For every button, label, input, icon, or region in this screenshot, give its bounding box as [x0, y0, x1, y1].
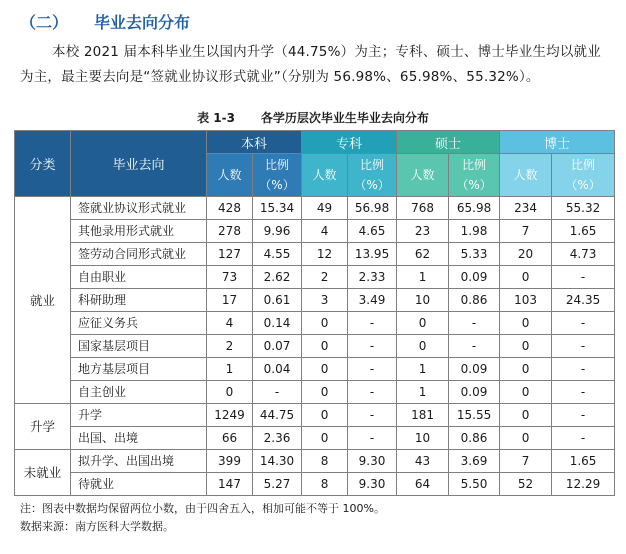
header-ratio	[253, 154, 302, 197]
count-cell: 8	[302, 473, 348, 496]
table-row	[15, 358, 615, 381]
ratio-cell: 4.65	[348, 220, 397, 243]
summary-paragraph: 本校 2021 届本科毕业生以国内升学（44.75%）为主；专科、硕士、博士毕业生均以就业为主，最主要去向是“签就业协议形式就业”（分别为 56.98%、65.98%、55.32%）。	[20, 44, 601, 85]
header-count: 人数	[500, 154, 552, 197]
ratio-cell: 0.61	[253, 289, 302, 312]
ratio-cell: -	[552, 358, 615, 381]
destination-cell: 签劳动合同形式就业	[71, 243, 207, 266]
count-cell: 0	[500, 266, 552, 289]
table-row	[15, 312, 615, 335]
destination-cell: 其他录用形式就业	[71, 220, 207, 243]
count-cell: 768	[397, 197, 449, 220]
header-ratio-unit: （%）	[456, 178, 492, 192]
ratio-cell: 0.86	[449, 289, 500, 312]
header-category: 分类	[15, 131, 71, 197]
ratio-cell: 0.86	[449, 427, 500, 450]
ratio-cell: 9.30	[348, 450, 397, 473]
data-source: 数据来源：南方医科大学数据。	[20, 520, 174, 533]
count-cell: 10	[397, 427, 449, 450]
table-row	[15, 220, 615, 243]
table-row	[15, 289, 615, 312]
ratio-cell: -	[552, 381, 615, 404]
header-level-boshi: 博士	[500, 131, 615, 154]
count-cell: 181	[397, 404, 449, 427]
header-ratio	[449, 154, 500, 197]
count-cell: 17	[207, 289, 253, 312]
group-label: 就业	[15, 197, 71, 404]
ratio-cell: 24.35	[552, 289, 615, 312]
ratio-cell: -	[348, 358, 397, 381]
ratio-cell: 4.55	[253, 243, 302, 266]
ratio-cell: -	[348, 335, 397, 358]
count-cell: 1249	[207, 404, 253, 427]
destination-table	[14, 130, 615, 496]
header-level-shuoshi: 硕士	[397, 131, 500, 154]
table-row	[15, 381, 615, 404]
destination-cell: 出国、出境	[71, 427, 207, 450]
header-ratio-unit: （%）	[354, 178, 390, 192]
section-title: 毕业去向分布	[94, 13, 191, 32]
ratio-cell: 1.65	[552, 220, 615, 243]
destination-cell: 待就业	[71, 473, 207, 496]
group-label: 未就业	[15, 450, 71, 496]
destination-cell: 签就业协议形式就业	[71, 197, 207, 220]
ratio-cell: -	[348, 381, 397, 404]
ratio-cell: -	[552, 266, 615, 289]
ratio-cell: 15.34	[253, 197, 302, 220]
table-body	[15, 197, 615, 496]
count-cell: 66	[207, 427, 253, 450]
count-cell: 428	[207, 197, 253, 220]
table-row	[15, 335, 615, 358]
ratio-cell: 55.32	[552, 197, 615, 220]
table-notes	[20, 500, 385, 536]
count-cell: 0	[397, 312, 449, 335]
count-cell: 49	[302, 197, 348, 220]
count-cell: 2	[302, 266, 348, 289]
table-caption-title: 各学历层次毕业生毕业去向分布	[260, 111, 429, 125]
table-row	[15, 473, 615, 496]
ratio-cell: 56.98	[348, 197, 397, 220]
count-cell: 0	[397, 335, 449, 358]
ratio-cell: 3.69	[449, 450, 500, 473]
count-cell: 0	[500, 404, 552, 427]
ratio-cell: 0.14	[253, 312, 302, 335]
count-cell: 1	[207, 358, 253, 381]
ratio-cell: 0.09	[449, 358, 500, 381]
count-cell: 4	[302, 220, 348, 243]
count-cell: 0	[500, 358, 552, 381]
count-cell: 12	[302, 243, 348, 266]
count-cell: 103	[500, 289, 552, 312]
table-row	[15, 243, 615, 266]
count-cell: 0	[500, 381, 552, 404]
count-cell: 0	[302, 335, 348, 358]
count-cell: 1	[397, 358, 449, 381]
table-row	[15, 450, 615, 473]
count-cell: 0	[207, 381, 253, 404]
count-cell: 23	[397, 220, 449, 243]
header-level-zhuanke: 专科	[302, 131, 397, 154]
count-cell: 0	[302, 381, 348, 404]
header-ratio-unit: （%）	[259, 178, 295, 192]
group-label: 升学	[15, 404, 71, 450]
ratio-cell: 5.50	[449, 473, 500, 496]
count-cell: 64	[397, 473, 449, 496]
destination-cell: 地方基层项目	[71, 358, 207, 381]
count-cell: 3	[302, 289, 348, 312]
ratio-cell: 2.36	[253, 427, 302, 450]
count-cell: 0	[500, 335, 552, 358]
section-number: （二）	[20, 13, 69, 32]
ratio-cell: 14.30	[253, 450, 302, 473]
count-cell: 62	[397, 243, 449, 266]
count-cell: 7	[500, 450, 552, 473]
ratio-cell: 1.65	[552, 450, 615, 473]
ratio-cell: 12.29	[552, 473, 615, 496]
ratio-cell: -	[552, 404, 615, 427]
count-cell: 4	[207, 312, 253, 335]
ratio-cell: 2.62	[253, 266, 302, 289]
count-cell: 73	[207, 266, 253, 289]
count-cell: 0	[500, 427, 552, 450]
ratio-cell: 15.55	[449, 404, 500, 427]
ratio-cell: -	[348, 312, 397, 335]
header-level-benke: 本科	[207, 131, 302, 154]
count-cell: 0	[500, 312, 552, 335]
table-caption-id: 表 1-3	[197, 111, 235, 125]
destination-cell: 科研助理	[71, 289, 207, 312]
ratio-cell: 0.07	[253, 335, 302, 358]
section-heading	[20, 10, 190, 33]
header-destination: 毕业去向	[71, 131, 207, 197]
ratio-cell: 65.98	[449, 197, 500, 220]
ratio-cell: 9.30	[348, 473, 397, 496]
count-cell: 0	[302, 427, 348, 450]
ratio-cell: 2.33	[348, 266, 397, 289]
ratio-cell: 5.27	[253, 473, 302, 496]
count-cell: 7	[500, 220, 552, 243]
header-count: 人数	[397, 154, 449, 197]
table-row	[15, 197, 615, 220]
destination-cell: 自由职业	[71, 266, 207, 289]
table-row	[15, 427, 615, 450]
count-cell: 10	[397, 289, 449, 312]
count-cell: 147	[207, 473, 253, 496]
count-cell: 20	[500, 243, 552, 266]
ratio-cell: -	[348, 427, 397, 450]
ratio-cell: -	[348, 404, 397, 427]
count-cell: 0	[302, 358, 348, 381]
ratio-cell: 13.95	[348, 243, 397, 266]
destination-cell: 应征义务兵	[71, 312, 207, 335]
destination-cell: 升学	[71, 404, 207, 427]
ratio-cell: 0.09	[449, 266, 500, 289]
ratio-cell: 4.73	[552, 243, 615, 266]
count-cell: 43	[397, 450, 449, 473]
count-cell: 0	[302, 404, 348, 427]
ratio-cell: 5.33	[449, 243, 500, 266]
ratio-cell: -	[449, 312, 500, 335]
count-cell: 234	[500, 197, 552, 220]
count-cell: 1	[397, 266, 449, 289]
count-cell: 278	[207, 220, 253, 243]
destination-cell: 拟升学、出国出境	[71, 450, 207, 473]
footnote: 注：图表中数据均保留两位小数，由于四舍五入，相加可能不等于 100%。	[20, 502, 385, 515]
header-count: 人数	[302, 154, 348, 197]
header-ratio-label: 比例	[265, 158, 290, 172]
header-ratio	[348, 154, 397, 197]
count-cell: 52	[500, 473, 552, 496]
ratio-cell: -	[552, 312, 615, 335]
ratio-cell: -	[552, 335, 615, 358]
header-ratio-label: 比例	[571, 158, 596, 172]
table-row	[15, 404, 615, 427]
count-cell: 1	[397, 381, 449, 404]
ratio-cell: 3.49	[348, 289, 397, 312]
destination-cell: 自主创业	[71, 381, 207, 404]
count-cell: 0	[302, 312, 348, 335]
table-caption	[0, 109, 626, 126]
header-ratio	[552, 154, 615, 197]
header-ratio-label: 比例	[360, 158, 385, 172]
header-ratio-unit: （%）	[565, 178, 601, 192]
ratio-cell: 1.98	[449, 220, 500, 243]
ratio-cell: -	[253, 381, 302, 404]
ratio-cell: 44.75	[253, 404, 302, 427]
header-ratio-label: 比例	[462, 158, 487, 172]
count-cell: 399	[207, 450, 253, 473]
count-cell: 8	[302, 450, 348, 473]
ratio-cell: 0.04	[253, 358, 302, 381]
count-cell: 2	[207, 335, 253, 358]
ratio-cell: -	[449, 335, 500, 358]
table-row	[15, 266, 615, 289]
ratio-cell: 0.09	[449, 381, 500, 404]
header-count: 人数	[207, 154, 253, 197]
ratio-cell: 9.96	[253, 220, 302, 243]
ratio-cell: -	[552, 427, 615, 450]
count-cell: 127	[207, 243, 253, 266]
destination-cell: 国家基层项目	[71, 335, 207, 358]
